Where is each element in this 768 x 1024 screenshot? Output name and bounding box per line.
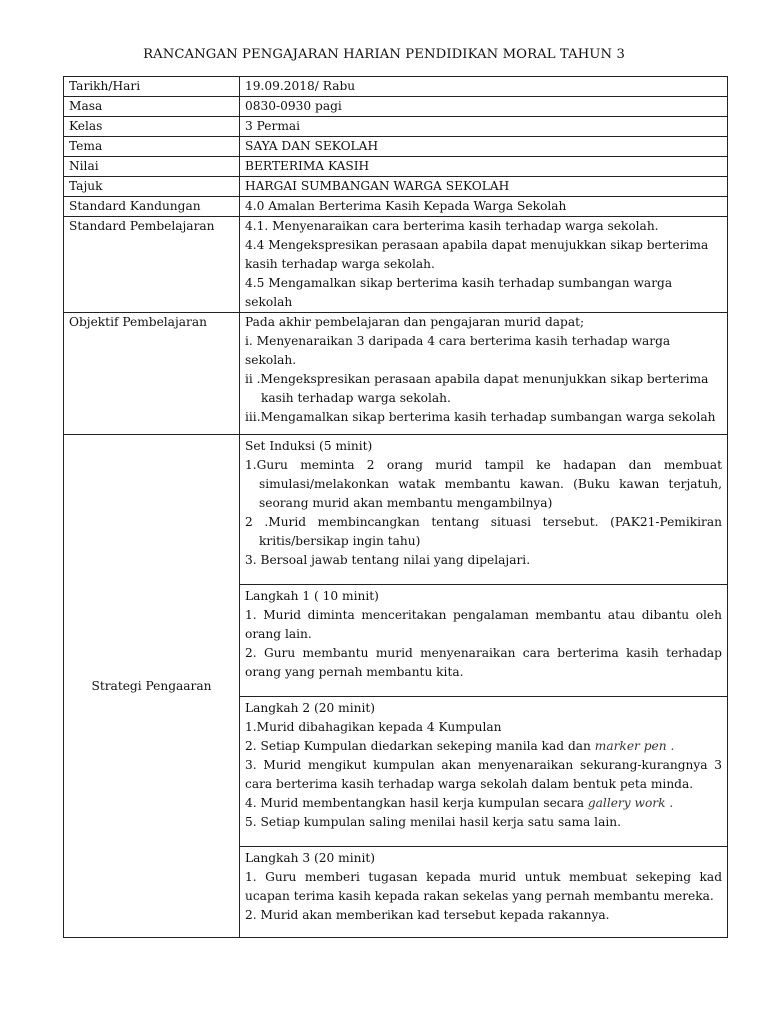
row-tajuk (64, 177, 728, 197)
objektif-item: iii.Mengamalkan sikap berterima kasih terhadap sumbangan warga sekolah (245, 410, 716, 424)
sp-item: 4.4 Mengekspresikan perasaan apabila dapat menujukkan sikap berterima kasih terhadap warga sekolah. (245, 238, 709, 271)
set-induksi-item: 3. Bersoal jawab tentang nilai yang dipelajari. (245, 553, 531, 567)
row-tema (64, 137, 728, 157)
value-kelas: 3 Permai (240, 117, 728, 137)
langkah3-section (240, 846, 727, 937)
objektif-item: i. Menyenaraikan 3 daripada 4 cara berterima kasih terhadap warga sekolah. (245, 334, 671, 367)
langkah2-section (240, 696, 727, 846)
sp-item: 4.5 Mengamalkan sikap berterima kasih terhadap sumbangan warga sekolah (245, 276, 673, 309)
objektif-item: ii .Mengekspresikan perasaan apabila dapat menunjukkan sikap berterima kasih terhadap warga sekolah. (245, 372, 709, 405)
label-strategi: Strategi Pengaaran (64, 435, 240, 938)
label-kelas: Kelas (64, 117, 240, 137)
langkah1-item: 1. Murid diminta menceritakan pengalaman membantu atau dibantu oleh orang lain. (245, 608, 722, 641)
langkah1-heading: Langkah 1 ( 10 minit) (245, 589, 379, 603)
row-standard-pembelajaran (64, 217, 728, 313)
langkah2-item4-text: 4. Murid membentangkan hasil kerja kumpulan secara (245, 796, 588, 810)
objektif-intro: Pada akhir pembelajaran dan pengajaran murid dapat; (245, 315, 585, 329)
langkah2-heading: Langkah 2 (20 minit) (245, 701, 376, 715)
value-nilai: BERTERIMA KASIH (240, 157, 728, 177)
langkah1-item: 2. Guru membantu murid menyenaraikan cara berterima kasih terhadap orang yang pernah membantu kita. (245, 646, 722, 679)
sp-item: 4.1. Menyenaraikan cara berterima kasih terhadap warga sekolah. (245, 219, 659, 233)
langkah3-heading: Langkah 3 (20 minit) (245, 851, 376, 865)
row-masa (64, 97, 728, 117)
langkah2-item2-text: 2. Setiap Kumpulan diedarkan sekeping manila kad dan (245, 739, 595, 753)
langkah2-item2-italic: marker pen . (594, 739, 675, 753)
value-strategi (240, 435, 728, 938)
langkah2-item4-italic: gallery work . (587, 796, 674, 810)
set-induksi-heading: Set Induksi (5 minit) (245, 439, 373, 453)
document-title: RANCANGAN PENGAJARAN HARIAN PENDIDIKAN MORAL TAHUN 3 (143, 47, 625, 62)
row-tarikh (64, 77, 728, 97)
langkah1-section (240, 584, 727, 696)
label-nilai: Nilai (64, 157, 240, 177)
label-masa: Masa (64, 97, 240, 117)
value-tema: SAYA DAN SEKOLAH (240, 137, 728, 157)
value-tarikh: 19.09.2018/ Rabu (240, 77, 728, 97)
lesson-plan-table (63, 76, 728, 938)
row-standard-kandungan (64, 197, 728, 217)
row-objektif (64, 313, 728, 435)
row-kelas (64, 117, 728, 137)
label-objektif: Objektif Pembelajaran (64, 313, 240, 435)
set-induksi-item: 1.Guru meminta 2 orang murid tampil ke hadapan dan membuat simulasi/melakonkan watak membantu kawan. (Buku kawan terjatuh, seorang murid akan membantu mengambilnya) (245, 458, 722, 510)
value-masa: 0830-0930 pagi (240, 97, 728, 117)
langkah3-item: 1. Guru memberi tugasan kepada murid untuk membuat sekeping kad ucapan terima kasih kepada rakan sekelas yang pernah membantu mereka. (245, 870, 722, 903)
row-strategi (64, 435, 728, 938)
label-standard-pembelajaran: Standard Pembelajaran (64, 217, 240, 313)
value-standard-pembelajaran (240, 217, 728, 313)
langkah2-item (245, 794, 722, 813)
label-tema: Tema (64, 137, 240, 157)
langkah2-item: 1.Murid dibahagikan kepada 4 Kumpulan (245, 720, 502, 734)
label-tajuk: Tajuk (64, 177, 240, 197)
set-induksi-section (240, 435, 727, 584)
value-standard-kandungan: 4.0 Amalan Berterima Kasih Kepada Warga Sekolah (240, 197, 728, 217)
langkah2-item: 5. Setiap kumpulan saling menilai hasil kerja satu sama lain. (245, 815, 621, 829)
label-tarikh: Tarikh/Hari (64, 77, 240, 97)
label-standard-kandungan: Standard Kandungan (64, 197, 240, 217)
row-nilai (64, 157, 728, 177)
value-objektif (240, 313, 728, 435)
set-induksi-item: 2 .Murid membincangkan tentang situasi tersebut. (PAK21-Pemikiran kritis/bersikap ingin tahu) (245, 515, 722, 548)
value-tajuk: HARGAI SUMBANGAN WARGA SEKOLAH (240, 177, 728, 197)
langkah2-item: 3. Murid mengikut kumpulan akan menyenaraikan sekurang-kurangnya 3 cara berterima kasih terhadap warga sekolah dalam bentuk peta minda. (245, 758, 722, 791)
langkah3-item: 2. Murid akan memberikan kad tersebut kepada rakannya. (245, 908, 610, 922)
langkah2-item (245, 737, 722, 756)
